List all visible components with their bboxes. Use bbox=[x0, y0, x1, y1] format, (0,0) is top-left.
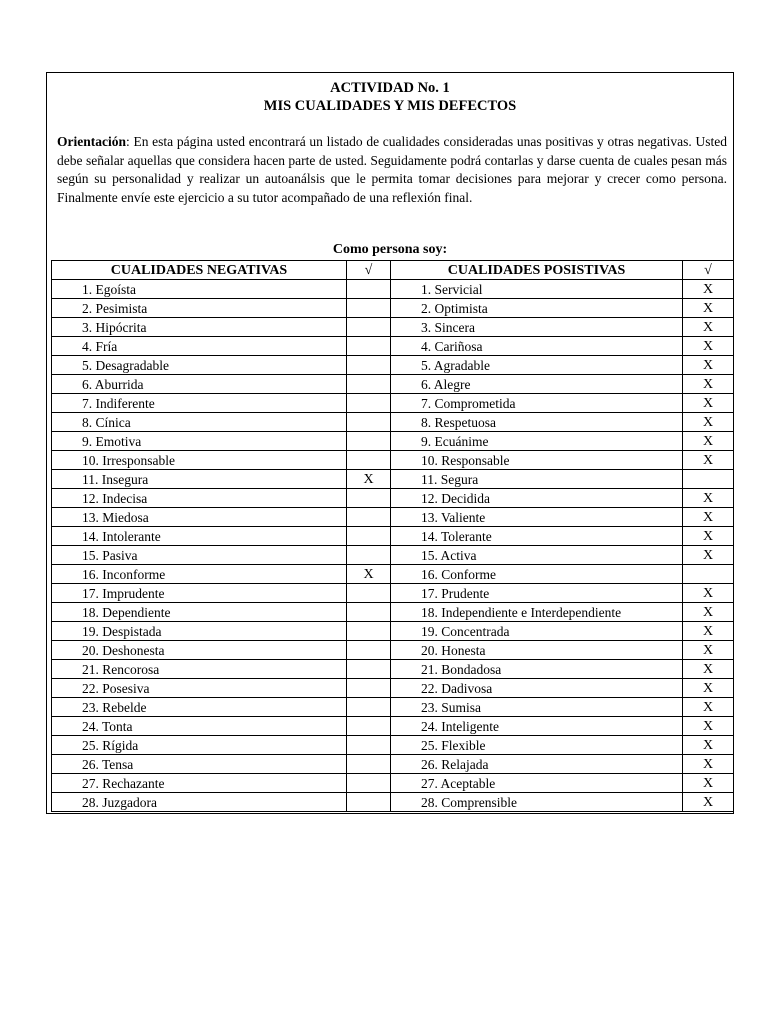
negative-check-cell[interactable] bbox=[347, 622, 391, 641]
negative-check-cell[interactable] bbox=[347, 451, 391, 470]
table-row bbox=[52, 375, 734, 394]
positive-quality-cell: 1. Servicial bbox=[391, 280, 683, 299]
positive-quality-cell: 21. Bondadosa bbox=[391, 660, 683, 679]
positive-check-cell[interactable]: X bbox=[683, 698, 734, 717]
negative-quality-cell: 7. Indiferente bbox=[52, 394, 347, 413]
table-body bbox=[52, 280, 734, 812]
negative-check-cell[interactable] bbox=[347, 660, 391, 679]
positive-check-cell[interactable]: X bbox=[683, 622, 734, 641]
positive-quality-cell: 20. Honesta bbox=[391, 641, 683, 660]
negative-check-cell[interactable]: X bbox=[347, 470, 391, 489]
table-row bbox=[52, 565, 734, 584]
positive-check-cell[interactable]: X bbox=[683, 337, 734, 356]
positive-quality-cell: 4. Cariñosa bbox=[391, 337, 683, 356]
negative-check-cell[interactable] bbox=[347, 489, 391, 508]
negative-quality-cell: 6. Aburrida bbox=[52, 375, 347, 394]
positive-check-cell[interactable]: X bbox=[683, 413, 734, 432]
positive-quality-cell: 2. Optimista bbox=[391, 299, 683, 318]
negative-check-cell[interactable] bbox=[347, 679, 391, 698]
negative-check-cell[interactable] bbox=[347, 527, 391, 546]
positive-quality-cell: 24. Inteligente bbox=[391, 717, 683, 736]
table-row bbox=[52, 337, 734, 356]
negative-check-cell[interactable] bbox=[347, 603, 391, 622]
negative-quality-cell: 20. Deshonesta bbox=[52, 641, 347, 660]
negative-check-cell[interactable] bbox=[347, 717, 391, 736]
positive-quality-cell: 13. Valiente bbox=[391, 508, 683, 527]
positive-check-cell[interactable]: X bbox=[683, 584, 734, 603]
table-row bbox=[52, 432, 734, 451]
positive-quality-cell: 26. Relajada bbox=[391, 755, 683, 774]
positive-quality-cell: 23. Sumisa bbox=[391, 698, 683, 717]
negative-quality-cell: 12. Indecisa bbox=[52, 489, 347, 508]
qualities-table bbox=[51, 260, 734, 812]
positive-quality-cell: 18. Independiente e Interdependiente bbox=[391, 603, 683, 622]
positive-check-cell[interactable]: X bbox=[683, 394, 734, 413]
positive-quality-cell: 17. Prudente bbox=[391, 584, 683, 603]
table-row bbox=[52, 793, 734, 812]
positive-check-cell[interactable]: X bbox=[683, 489, 734, 508]
table-row bbox=[52, 603, 734, 622]
positive-quality-cell: 7. Comprometida bbox=[391, 394, 683, 413]
negative-check-cell[interactable] bbox=[347, 736, 391, 755]
header-negative-qualities: CUALIDADES NEGATIVAS bbox=[52, 261, 347, 280]
negative-quality-cell: 17. Imprudente bbox=[52, 584, 347, 603]
positive-check-cell[interactable]: X bbox=[683, 356, 734, 375]
negative-quality-cell: 4. Fría bbox=[52, 337, 347, 356]
table-row bbox=[52, 698, 734, 717]
positive-check-cell[interactable]: X bbox=[683, 603, 734, 622]
negative-quality-cell: 22. Posesiva bbox=[52, 679, 347, 698]
table-row bbox=[52, 470, 734, 489]
negative-quality-cell: 13. Miedosa bbox=[52, 508, 347, 527]
document-subtitle: MIS CUALIDADES Y MIS DEFECTOS bbox=[263, 98, 517, 114]
positive-quality-cell: 28. Comprensible bbox=[391, 793, 683, 812]
table-header-row bbox=[52, 261, 734, 280]
header-check-positive: √ bbox=[683, 261, 734, 280]
table-row bbox=[52, 394, 734, 413]
positive-quality-cell: 6. Alegre bbox=[391, 375, 683, 394]
table-row bbox=[52, 489, 734, 508]
table-row bbox=[52, 622, 734, 641]
table-row bbox=[52, 527, 734, 546]
negative-quality-cell: 14. Intolerante bbox=[52, 527, 347, 546]
negative-quality-cell: 15. Pasiva bbox=[52, 546, 347, 565]
header-positive-qualities: CUALIDADES POSISTIVAS bbox=[391, 261, 683, 280]
positive-check-cell[interactable]: X bbox=[683, 755, 734, 774]
table-row bbox=[52, 356, 734, 375]
positive-check-cell[interactable]: X bbox=[683, 432, 734, 451]
negative-check-cell[interactable] bbox=[347, 356, 391, 375]
negative-check-cell[interactable] bbox=[347, 299, 391, 318]
table-row bbox=[52, 736, 734, 755]
table-row bbox=[52, 413, 734, 432]
negative-quality-cell: 27. Rechazante bbox=[52, 774, 347, 793]
orientation-paragraph bbox=[57, 133, 727, 207]
positive-quality-cell: 22. Dadivosa bbox=[391, 679, 683, 698]
positive-check-cell[interactable]: X bbox=[683, 736, 734, 755]
negative-check-cell[interactable] bbox=[347, 318, 391, 337]
positive-check-cell[interactable]: X bbox=[683, 375, 734, 394]
positive-quality-cell: 27. Aceptable bbox=[391, 774, 683, 793]
negative-check-cell[interactable]: X bbox=[347, 565, 391, 584]
table-row bbox=[52, 774, 734, 793]
negative-quality-cell: 1. Egoísta bbox=[52, 280, 347, 299]
negative-quality-cell: 5. Desagradable bbox=[52, 356, 347, 375]
negative-quality-cell: 9. Emotiva bbox=[52, 432, 347, 451]
positive-check-cell[interactable]: X bbox=[683, 527, 734, 546]
positive-check-cell[interactable] bbox=[683, 565, 734, 584]
negative-quality-cell: 23. Rebelde bbox=[52, 698, 347, 717]
negative-check-cell[interactable] bbox=[347, 698, 391, 717]
positive-quality-cell: 15. Activa bbox=[391, 546, 683, 565]
negative-check-cell[interactable] bbox=[347, 280, 391, 299]
positive-quality-cell: 16. Conforme bbox=[391, 565, 683, 584]
table-row bbox=[52, 717, 734, 736]
positive-quality-cell: 8. Respetuosa bbox=[391, 413, 683, 432]
negative-quality-cell: 3. Hipócrita bbox=[52, 318, 347, 337]
positive-quality-cell: 25. Flexible bbox=[391, 736, 683, 755]
document-frame bbox=[46, 72, 734, 814]
positive-quality-cell: 9. Ecuánime bbox=[391, 432, 683, 451]
negative-quality-cell: 2. Pesimista bbox=[52, 299, 347, 318]
table-row bbox=[52, 755, 734, 774]
table-row bbox=[52, 679, 734, 698]
positive-check-cell[interactable]: X bbox=[683, 774, 734, 793]
positive-check-cell[interactable]: X bbox=[683, 451, 734, 470]
table-row bbox=[52, 641, 734, 660]
table-row bbox=[52, 508, 734, 527]
table-row bbox=[52, 584, 734, 603]
positive-check-cell[interactable]: X bbox=[683, 641, 734, 660]
table-row bbox=[52, 280, 734, 299]
table-row bbox=[52, 546, 734, 565]
orientation-text: : En esta página usted encontrará un listado de cualidades consideradas unas positivas y otras negativas. Usted debe señalar aquellas que considera hacen parte de usted. Seguidamente podrá contarlas y darse cuenta de cuales pesan más según su personalidad y realizar un autoanálsis que le permita tomar decisiones para mejorar y crecer como persona. Finalmente envíe este ejercicio a su tutor acompañado de una reflexión final. bbox=[57, 134, 727, 205]
negative-check-cell[interactable] bbox=[347, 641, 391, 660]
positive-quality-cell: 10. Responsable bbox=[391, 451, 683, 470]
positive-check-cell[interactable]: X bbox=[683, 318, 734, 337]
negative-quality-cell: 28. Juzgadora bbox=[52, 793, 347, 812]
document-title: ACTIVIDAD No. 1 bbox=[330, 80, 450, 96]
negative-check-cell[interactable] bbox=[347, 508, 391, 527]
positive-quality-cell: 19. Concentrada bbox=[391, 622, 683, 641]
positive-check-cell[interactable]: X bbox=[683, 679, 734, 698]
negative-check-cell[interactable] bbox=[347, 755, 391, 774]
positive-check-cell[interactable]: X bbox=[683, 280, 734, 299]
positive-quality-cell: 14. Tolerante bbox=[391, 527, 683, 546]
negative-quality-cell: 19. Despistada bbox=[52, 622, 347, 641]
negative-check-cell[interactable] bbox=[347, 413, 391, 432]
positive-check-cell[interactable]: X bbox=[683, 660, 734, 679]
negative-check-cell[interactable] bbox=[347, 546, 391, 565]
negative-quality-cell: 10. Irresponsable bbox=[52, 451, 347, 470]
negative-quality-cell: 25. Rígida bbox=[52, 736, 347, 755]
table-row bbox=[52, 299, 734, 318]
negative-check-cell[interactable] bbox=[347, 584, 391, 603]
positive-check-cell[interactable]: X bbox=[683, 546, 734, 565]
section-label: Como persona soy: bbox=[332, 242, 448, 257]
positive-check-cell[interactable] bbox=[683, 470, 734, 489]
negative-check-cell[interactable] bbox=[347, 394, 391, 413]
negative-quality-cell: 21. Rencorosa bbox=[52, 660, 347, 679]
table-row bbox=[52, 318, 734, 337]
positive-check-cell[interactable]: X bbox=[683, 793, 734, 812]
positive-quality-cell: 3. Sincera bbox=[391, 318, 683, 337]
negative-check-cell[interactable] bbox=[347, 375, 391, 394]
positive-check-cell[interactable]: X bbox=[683, 299, 734, 318]
table-row bbox=[52, 451, 734, 470]
positive-quality-cell: 11. Segura bbox=[391, 470, 683, 489]
header-check-negative: √ bbox=[347, 261, 391, 280]
negative-quality-cell: 16. Inconforme bbox=[52, 565, 347, 584]
orientation-label: Orientación bbox=[57, 134, 126, 149]
negative-check-cell[interactable] bbox=[347, 337, 391, 356]
table-row bbox=[52, 660, 734, 679]
positive-quality-cell: 5. Agradable bbox=[391, 356, 683, 375]
negative-quality-cell: 11. Insegura bbox=[52, 470, 347, 489]
positive-check-cell[interactable]: X bbox=[683, 508, 734, 527]
negative-quality-cell: 8. Cínica bbox=[52, 413, 347, 432]
positive-check-cell[interactable]: X bbox=[683, 717, 734, 736]
negative-quality-cell: 24. Tonta bbox=[52, 717, 347, 736]
negative-quality-cell: 18. Dependiente bbox=[52, 603, 347, 622]
negative-check-cell[interactable] bbox=[347, 432, 391, 451]
negative-check-cell[interactable] bbox=[347, 793, 391, 812]
negative-quality-cell: 26. Tensa bbox=[52, 755, 347, 774]
positive-quality-cell: 12. Decidida bbox=[391, 489, 683, 508]
negative-check-cell[interactable] bbox=[347, 774, 391, 793]
